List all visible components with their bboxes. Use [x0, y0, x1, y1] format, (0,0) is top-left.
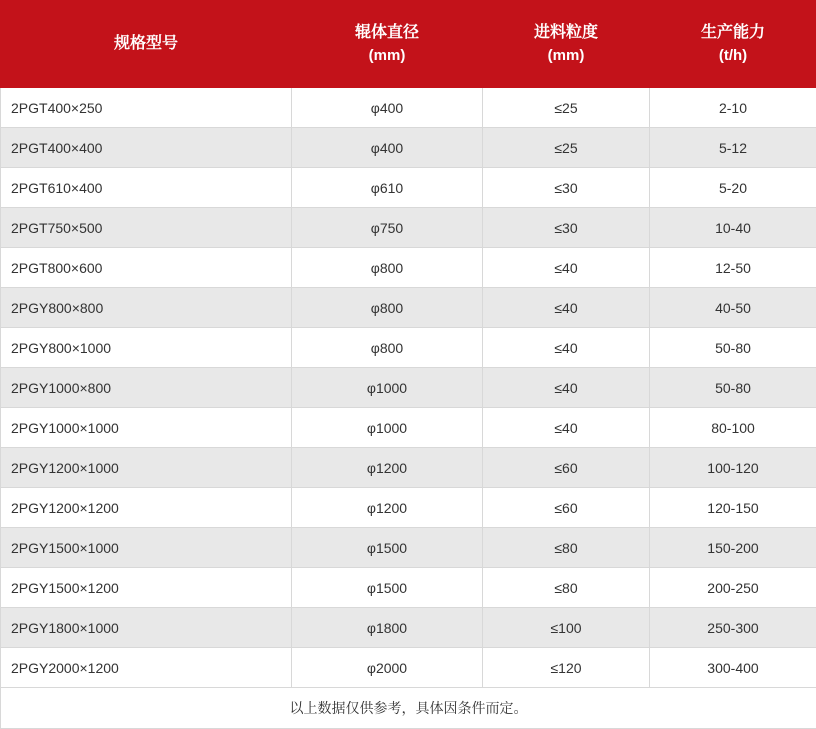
- table-footnote: 以上数据仅供参考，具体因条件而定。: [1, 688, 816, 729]
- column-header-model: [1, 1, 292, 88]
- cell-roller-diameter: φ1000: [292, 368, 483, 408]
- table-row: [1, 448, 816, 488]
- column-header-capacity-unit: (t/h): [656, 45, 810, 68]
- table-footer: [1, 688, 816, 729]
- cell-feed-size: ≤30: [483, 168, 650, 208]
- column-header-feed-size-label: 进料粒度: [534, 24, 598, 41]
- cell-capacity: 5-12: [650, 128, 816, 168]
- table-row: [1, 248, 816, 288]
- cell-model: 2PGY1200×1000: [1, 448, 292, 488]
- cell-feed-size: ≤60: [483, 448, 650, 488]
- cell-capacity: 120-150: [650, 488, 816, 528]
- cell-feed-size: ≤120: [483, 648, 650, 688]
- column-header-roller-diameter-unit: (mm): [298, 45, 476, 68]
- cell-feed-size: ≤25: [483, 128, 650, 168]
- cell-capacity: 50-80: [650, 368, 816, 408]
- table-row: [1, 488, 816, 528]
- cell-roller-diameter: φ400: [292, 128, 483, 168]
- cell-model: 2PGT610×400: [1, 168, 292, 208]
- table-header-row: [1, 1, 816, 88]
- cell-roller-diameter: φ750: [292, 208, 483, 248]
- cell-feed-size: ≤40: [483, 288, 650, 328]
- table-row: [1, 608, 816, 648]
- cell-model: 2PGT750×500: [1, 208, 292, 248]
- column-header-feed-size: [483, 1, 650, 88]
- cell-capacity: 5-20: [650, 168, 816, 208]
- table-row: [1, 208, 816, 248]
- cell-roller-diameter: φ1000: [292, 408, 483, 448]
- cell-feed-size: ≤40: [483, 328, 650, 368]
- table-header: [1, 1, 816, 88]
- cell-model: 2PGY2000×1200: [1, 648, 292, 688]
- cell-feed-size: ≤60: [483, 488, 650, 528]
- cell-roller-diameter: φ800: [292, 248, 483, 288]
- column-header-capacity: [650, 1, 816, 88]
- table-row: [1, 128, 816, 168]
- column-header-feed-size-unit: (mm): [489, 45, 643, 68]
- cell-feed-size: ≤40: [483, 368, 650, 408]
- cell-model: 2PGT400×250: [1, 88, 292, 128]
- cell-feed-size: ≤40: [483, 248, 650, 288]
- cell-model: 2PGY800×800: [1, 288, 292, 328]
- cell-model: 2PGT800×600: [1, 248, 292, 288]
- cell-roller-diameter: φ1200: [292, 488, 483, 528]
- column-header-capacity-label: 生产能力: [701, 24, 765, 41]
- column-header-roller-diameter-label: 辊体直径: [355, 24, 419, 41]
- table-row: [1, 528, 816, 568]
- cell-model: 2PGT400×400: [1, 128, 292, 168]
- cell-capacity: 150-200: [650, 528, 816, 568]
- table-row: [1, 408, 816, 448]
- cell-feed-size: ≤100: [483, 608, 650, 648]
- cell-capacity: 2-10: [650, 88, 816, 128]
- table-row: [1, 368, 816, 408]
- cell-roller-diameter: φ1500: [292, 528, 483, 568]
- table-row: [1, 328, 816, 368]
- cell-roller-diameter: φ610: [292, 168, 483, 208]
- cell-capacity: 250-300: [650, 608, 816, 648]
- cell-roller-diameter: φ800: [292, 328, 483, 368]
- cell-model: 2PGY1500×1200: [1, 568, 292, 608]
- cell-model: 2PGY1500×1000: [1, 528, 292, 568]
- cell-capacity: 200-250: [650, 568, 816, 608]
- cell-roller-diameter: φ400: [292, 88, 483, 128]
- cell-model: 2PGY1000×1000: [1, 408, 292, 448]
- table-row: [1, 168, 816, 208]
- cell-feed-size: ≤25: [483, 88, 650, 128]
- cell-capacity: 40-50: [650, 288, 816, 328]
- cell-model: 2PGY1200×1200: [1, 488, 292, 528]
- table-row: [1, 288, 816, 328]
- cell-feed-size: ≤80: [483, 528, 650, 568]
- cell-capacity: 50-80: [650, 328, 816, 368]
- cell-model: 2PGY800×1000: [1, 328, 292, 368]
- cell-capacity: 10-40: [650, 208, 816, 248]
- column-header-model-label: 规格型号: [114, 35, 178, 52]
- table-footnote-row: [1, 688, 816, 729]
- cell-model: 2PGY1800×1000: [1, 608, 292, 648]
- table-body: [1, 88, 816, 688]
- cell-roller-diameter: φ1500: [292, 568, 483, 608]
- cell-capacity: 12-50: [650, 248, 816, 288]
- cell-feed-size: ≤30: [483, 208, 650, 248]
- cell-capacity: 80-100: [650, 408, 816, 448]
- cell-capacity: 300-400: [650, 648, 816, 688]
- cell-roller-diameter: φ1800: [292, 608, 483, 648]
- cell-roller-diameter: φ2000: [292, 648, 483, 688]
- cell-feed-size: ≤80: [483, 568, 650, 608]
- column-header-roller-diameter: [292, 1, 483, 88]
- cell-roller-diameter: φ800: [292, 288, 483, 328]
- cell-capacity: 100-120: [650, 448, 816, 488]
- cell-feed-size: ≤40: [483, 408, 650, 448]
- table-row: [1, 648, 816, 688]
- table-row: [1, 568, 816, 608]
- table-row: [1, 88, 816, 128]
- cell-model: 2PGY1000×800: [1, 368, 292, 408]
- cell-roller-diameter: φ1200: [292, 448, 483, 488]
